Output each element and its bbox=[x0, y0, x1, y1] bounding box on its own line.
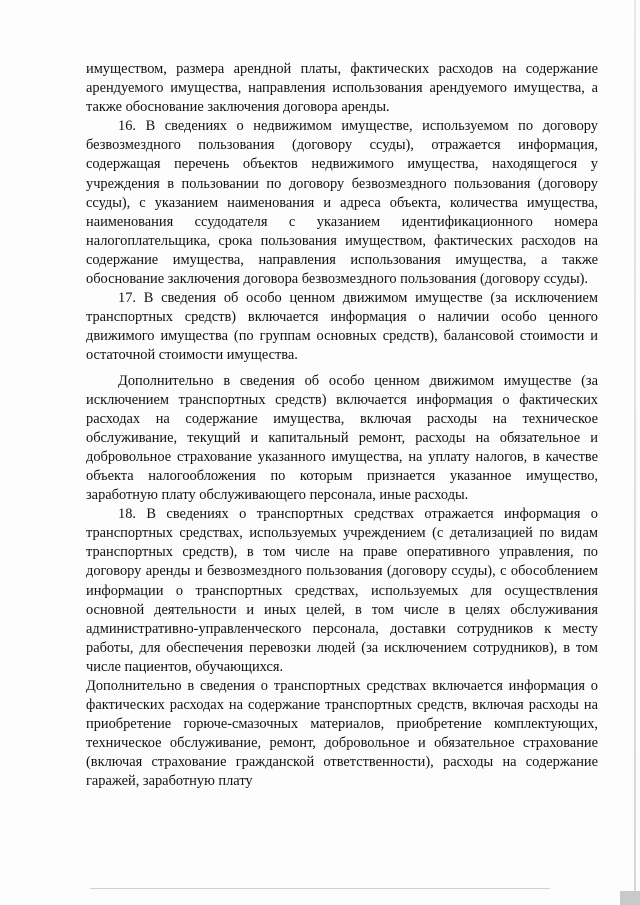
paragraph-item-18: 18. В сведениях о транспортных средствах отражается информация о транспортных средствах, используемых учреждением (с детализацией по видам транспортных средств), в том числе на праве оперативного управления, по договору аренды и безвозмездного пользования (договору ссуды), с обособлением информации о транспортных средствах, используемых для осуществления основной деятельности и иных целей, в том числе в целях обслуживания административно-управленческого персонала, доставки сотрудников к месту работы, для обеспечения перевозки людей (за исключением сотрудников), в том числе пациентов, обучающихся. bbox=[86, 506, 598, 675]
paragraph-item-17: 17. В сведения об особо ценном движимом имуществе (за исключением транспортных средств) включается информация о наличии особо ценного движимого имущества (по группам основных средств), балансовой стоимости и остаточной стоимости имущества. bbox=[86, 290, 598, 364]
paragraph-additional-valuable-property: Дополнительно в сведения об особо ценном движимом имуществе (за исключением транспортных средств) включается информация о фактических расходах на содержание имущества, включая расходы на техническое обслуживание, текущий и капитальный ремонт, расходы на обязательное и добровольное страхование указанного имущества, на уплату налогов, в качестве объекта налогообложения по которым признается указанное имущество, заработную плату обслуживающего персонала, иные расходы. bbox=[86, 372, 598, 504]
paragraph-continuation: имуществом, размера арендной платы, фактических расходов на содержание арендуемого имущества, направления использования арендуемого имущества, а также обоснование заключения договора аренды. bbox=[86, 61, 598, 116]
paragraph-additional-vehicles: Дополнительно в сведения о транспортных средствах включается информация о фактических расходах на содержание транспортных средств, включая расходы на приобретение горюче-смазочных материалов, приобретение комплектующих, техническое обслуживание, ремонт, добровольное и обязательное страхование (включая страхование гражданской ответственности), расходы на содержание гаражей, заработную плату bbox=[86, 678, 598, 790]
document-body bbox=[86, 60, 598, 792]
scan-edge-bottom bbox=[90, 888, 550, 889]
scan-corner bbox=[620, 891, 640, 905]
scan-edge-right bbox=[634, 0, 636, 905]
paragraph-item-16: 16. В сведениях о недвижимом имуществе, используемом по договору безвозмездного пользования (договору ссуды), отражается информация, содержащая перечень объектов недвижимого имущества, находящегося у учреждения в пользовании по договору безвозмездного пользования (договору ссуды), с указанием наименования и адреса объекта, количества имущества, наименования ссудодателя с указанием идентификационного номера налогоплательщика, срока пользования имуществом, фактических расходов на содержание имущества, направления использования имущества, а также обоснование заключения договора безвозмездного пользования (договору ссуды). bbox=[86, 118, 598, 288]
